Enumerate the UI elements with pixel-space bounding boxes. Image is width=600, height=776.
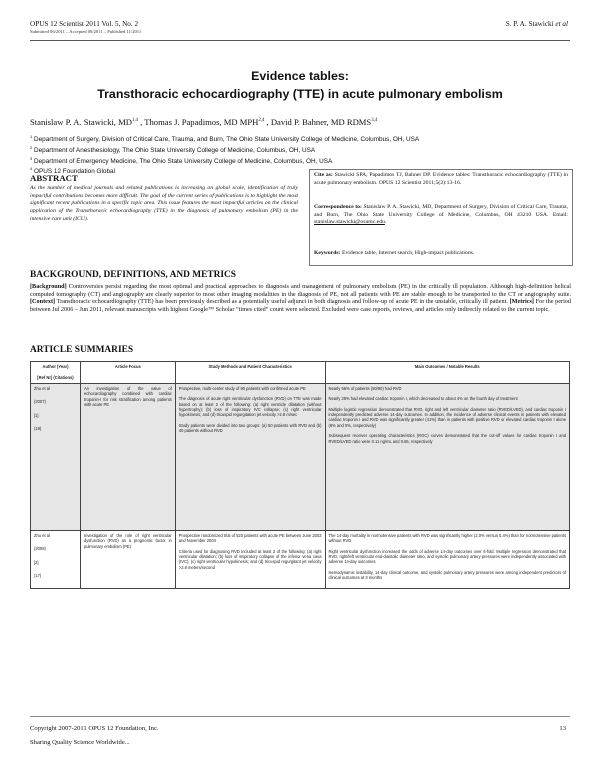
abstract-text: As the number of medical journals and related publications is increasing on global scale, identification of truly impactful contributions becomes more difficult. The goal of the current series of publications is to highlight the most significant recent publications in a specific topic area. This issue features the most impactful articles on the clinical application of the Transthoracic echocardiography (TTE) in the diagnosis of pulmonary embolism (PE) in the intensive care unit (ICU).: [30, 185, 298, 222]
author-affil: 3,4: [371, 118, 378, 124]
correspondence-end: .: [384, 219, 387, 226]
row-outcome: Nearly 56% of patients (50/90) had RVD: [328, 385, 402, 391]
author-cell: [31, 530, 81, 589]
footer-rule: [30, 716, 570, 717]
metrics-body: For the period between Jul 2006 – Jun 2011, relevant manuscripts with highest Google™ Scholar “times cited” count were selected. Excluded were case reports, reviews, and articles only indirectly related to the current topic.: [30, 298, 571, 313]
table-header-row: [31, 362, 570, 384]
correspondence-label: Correspondence to:: [314, 204, 362, 210]
affiliation-number: 4: [30, 166, 33, 171]
table-row: [31, 383, 570, 530]
running-authors-etal: et al: [555, 20, 568, 28]
author-name: Stanislaw P. A. Stawicki, MD: [30, 117, 132, 127]
affiliation-text: Department of Emergency Medicine, The Ohio State University College of Medicine, Columbus, OH, USA: [34, 158, 333, 166]
row-ref: [2]: [34, 559, 39, 565]
background-body: Controversies persist regarding the most optimal and practical approaches to diagnosis and management of pulmonary embolism (PE) in the critically ill population. Although high-definition helical computed tomography (CT) and angiography are clearly superior to most other imaging modalities in the diagnosis of PE, not all patients with PE are stable enough to be transported to the CT or angiography suite.: [30, 283, 571, 298]
running-authors-name: S. P. A. Stawicki: [505, 20, 554, 28]
author-affil: 1,4: [131, 118, 138, 124]
page-number: 13: [559, 725, 566, 732]
row-method: Criteria used for diagnosing RVD included at least 2 of the following: (a) right ventricular dilatation; (b) loss of inspiratory collapse of the inferior vena cava (IVC); (c) right ventricular hypokinesis; and (d) tricuspid regurgitant jet velocity >2.8 meters/second: [178, 548, 322, 570]
row-author: Zhu et al: [34, 385, 50, 391]
author-cell: [31, 383, 81, 530]
col-outcomes-header: Main Outcomes / Notable Results: [325, 362, 570, 384]
row-citations: (19): [34, 426, 42, 432]
affiliation-number: 2: [30, 145, 33, 150]
summaries-heading: ARTICLE SUMMARIES: [30, 345, 134, 355]
row-year: (2007): [34, 399, 46, 405]
cite-as: [314, 172, 568, 187]
footer-copyright: Copyright 2007-2011 OPUS 12 Foundation, Inc.: [30, 725, 159, 732]
keywords-text: Evidence table, Internet search, High-impact publications.: [341, 250, 475, 256]
affiliation-text: OPUS 12 Foundation Global: [34, 168, 116, 176]
author-name: , David P. Bahner, MD RDMS: [266, 117, 372, 127]
row-focus: Investigation of the role of right ventricular dysfunction (RVD) as a prognostic factor in pulmonary embolism (PE): [83, 532, 172, 549]
col-methods-header: Study Methods and Patient Characteristics: [175, 362, 325, 384]
author-name: , Thomas J. Papadimos, MD MPH: [140, 117, 259, 127]
running-authors: [506, 20, 568, 28]
cite-as-text: Stawicki SPA, Papadimos TJ, Bahner DP. Evidence tables: Transthoracic echocardiography (TTE) in acute pulmonary embolism. OPUS 12 Scientist 2011;5(2):13-16.: [314, 172, 569, 186]
focus-cell: [80, 530, 175, 589]
correspondence: [314, 204, 568, 227]
abstract-heading: ABSTRACT: [30, 173, 78, 183]
keywords: [314, 250, 568, 258]
affiliation-text: Department of Surgery, Division of Critical Care, Trauma, and Burn, The Ohio State University College of Medicine, Columbus, OH, USA: [34, 136, 420, 144]
col-author-header-line2: [Ref Nr] (Citations): [37, 375, 74, 381]
row-author: Zhu et al: [34, 532, 50, 538]
header-rule: [30, 40, 570, 41]
metrics-tag: [Metrics]: [509, 298, 534, 306]
context-body: Transthoracic echocardiography (TTE) has been previously described as a potentially useful adjunct in both diagnosis and follow-up of acute PE in the unstable, critically ill patient.: [55, 298, 510, 306]
cite-as-label: Cite as:: [314, 172, 333, 178]
table-row: [31, 530, 570, 589]
row-outcome: Multiple logistic regression demonstrated that RVD, right and left ventricular diameter ratio (RVED/LVED), and cardiac troponin I independently predicted adverse 14-day outcomes. In addition, the incidence of adverse clinical events in patients with elevated cardiac troponin I and RVD was significantly greater (41%) than in patients with positive RVD or elevated cardiac troponin I alone (8% and 0%, respectively): [328, 406, 566, 428]
row-method: Study patients were divided into two groups: (a) 50 patients with RVD and (b) 40 patients without RVD: [178, 422, 322, 434]
affiliation: [30, 134, 419, 143]
footer-tagline: Sharing Quality Science Worldwide...: [30, 739, 130, 746]
focus-cell: [80, 383, 175, 530]
affiliation: [30, 156, 332, 165]
col-author-header-line1: Author (Year): [42, 364, 69, 369]
correspondence-email-link[interactable]: stanislaw.stawicki@osumc.edu: [314, 219, 385, 226]
journal-header: OPUS 12 Scientist 2011 Vol. 5, No. 2: [30, 20, 139, 28]
methods-cell: [175, 530, 325, 589]
row-method: The diagnosis of acute right ventricular dysfunction (RVD) on TTE was made based on at least 2 of the following: (a) right ventricle dilatation (without hypertrophy); (b) loss of inspiratory IVC collapse; (c) right ventricular hypokinesis; and (d) tricuspid regurgitation jet velocity >2.8 m/sec: [178, 396, 322, 418]
affiliation-text: Department of Anesthesiology, The Ohio State University College of Medicine, Columbus, OH, USA: [34, 147, 316, 155]
author-list: [30, 117, 377, 127]
row-citations: (17): [34, 573, 42, 579]
affiliation: [30, 145, 315, 154]
context-tag: [Context]: [30, 298, 56, 306]
background-tag: [Background]: [30, 283, 67, 290]
row-outcome: Subsequent receiver operating characteristics (ROC) curves demonstrated that the cut-off values for cardiac troponin I and RVED/LVED ratio were 0.11 ng/mL and 0.65, respectively: [328, 433, 566, 444]
row-focus: An investigation of the value of echocardiography combined with cardiac troponin-I for risk stratification among patients with acute PE: [83, 385, 172, 408]
outcomes-cell: [325, 530, 570, 589]
row-outcome: Nearly 29% had elevated cardiac troponin I, which decreased to about 4% on the fourth day of treatment: [328, 396, 518, 402]
row-outcome: The 14-day mortality in normotensive patients with RVD was significantly higher (2.0% versus 0.4%) than for normotensive patients without RVD: [328, 532, 566, 544]
summary-table: [30, 361, 570, 589]
row-year: (2008): [34, 546, 46, 552]
row-ref: [1]: [34, 412, 39, 418]
outcomes-cell: [325, 383, 570, 530]
row-outcome: Hemodynamic instability, 14-day clinical outcome, and systolic pulmonary artery pressures were among independent predictors of clinical outcomes at 3 months: [328, 569, 566, 581]
col-author-header: [31, 362, 81, 384]
row-outcome: Right ventricular dysfunction increased the odds of adverse 14-day outcomes over 5-fold. Multiple regression demonstrated that RVD, right/left ventricular end-diastolic diameter ratio, and systolic pulmonary artery pressures were independently associated with adverse 14-day outcomes: [328, 548, 566, 565]
publication-dates: Submitted 06/2011 – Accepted 08/2011 – Published 11/2011: [30, 29, 142, 34]
affiliation-number: 3: [30, 156, 33, 161]
keywords-label: Keywords:: [314, 250, 341, 256]
title-line-1: Evidence tables:: [251, 69, 349, 83]
background-heading: BACKGROUND, DEFINITIONS, AND METRICS: [30, 270, 237, 280]
affiliation-number: 1: [30, 134, 33, 139]
row-method: Prospective, multi-center study of 90 patients with confirmed acute PE: [178, 385, 306, 391]
author-affil: 2,4: [258, 118, 265, 124]
correspondence-text: Stanislaw P. A. Stawicki, MD, Department of Surgery, Division of Critical Care, Trauma, and Burn, The Ohio State University College of Medicine, Columbus, OH 43210 USA. Email:: [314, 204, 569, 218]
methods-cell: [175, 383, 325, 530]
row-method: Prospective randomized trial of 520 patients with acute PE between June 2002 and November 2004: [178, 532, 322, 544]
background-text: [30, 283, 571, 313]
col-focus-header: Article Focus: [80, 362, 175, 384]
title-line-2: Transthoracic echocardiography (TTE) in acute pulmonary embolism: [97, 87, 503, 101]
